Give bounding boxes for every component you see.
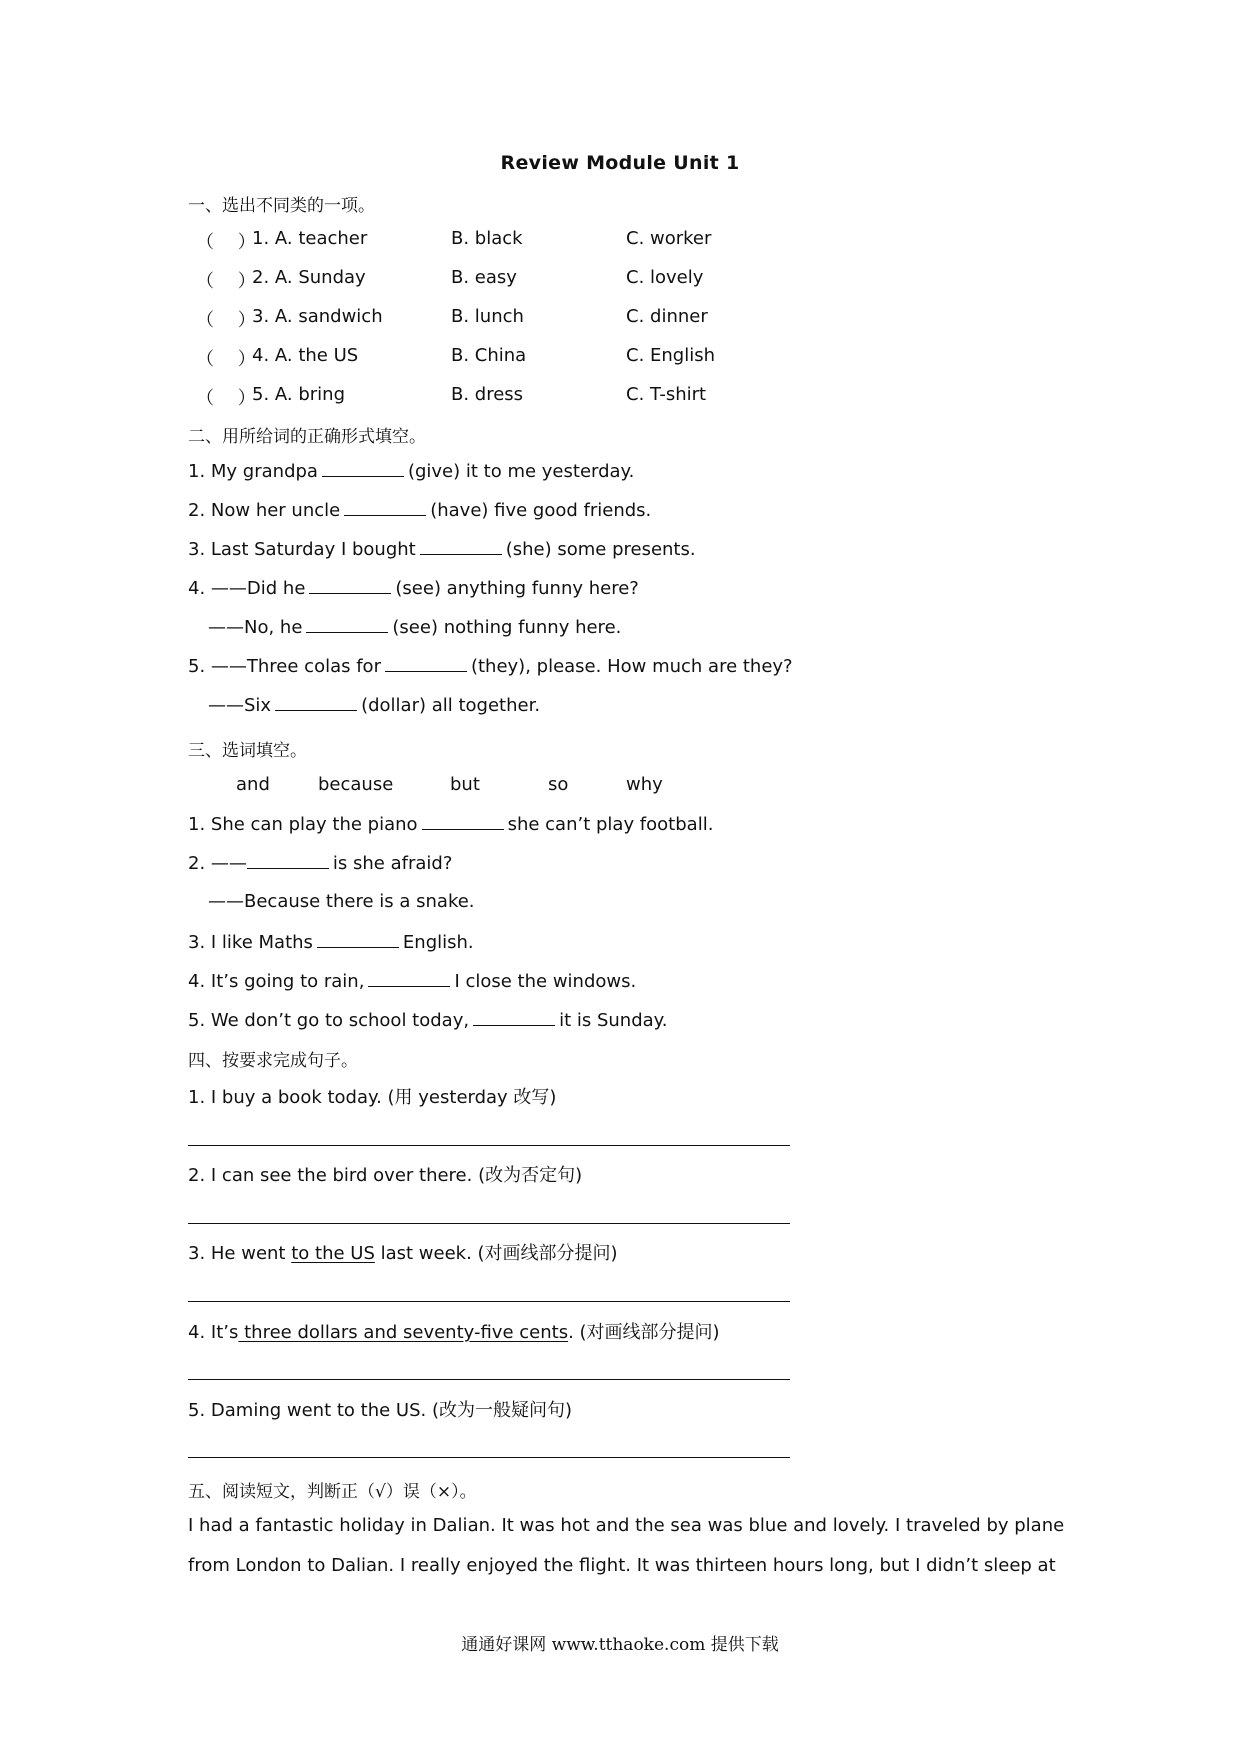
- section1-heading: 一、选出不同类的一项。: [188, 196, 375, 216]
- option-c: C. T-shirt: [626, 384, 707, 405]
- option-a: 4. A. the US: [252, 345, 359, 366]
- option-c: C. English: [626, 345, 716, 366]
- answer-paren[interactable]: （ ）: [196, 232, 256, 253]
- fill-sentence: 5. We don’t go to school today, it is Sunday.: [188, 1010, 668, 1031]
- option-a: 1. A. teacher: [252, 228, 368, 249]
- fill-sentence: 4. It’s going to rain, I close the windows.: [188, 971, 637, 992]
- section5-heading: 五、阅读短文，判断正（√）误（×）。: [188, 1482, 477, 1502]
- rewrite-question: 1. I buy a book today. (用 yesterday 改写): [188, 1087, 557, 1108]
- reading-passage-line: from London to Dalian. I really enjoyed the flight. It was thirteen hours long, but I didn’t sleep at: [188, 1555, 1056, 1576]
- answer-line[interactable]: [188, 1457, 790, 1458]
- fill-blank[interactable]: [317, 931, 399, 948]
- mc-item: [196, 228, 796, 253]
- fill-sentence: 2. Now her uncle (have) five good friends.: [188, 500, 652, 521]
- word-bank-item: why: [626, 774, 663, 795]
- option-a: 5. A. bring: [252, 384, 345, 405]
- option-c: C. lovely: [626, 267, 704, 288]
- section3-heading: 三、选词填空。: [188, 741, 307, 761]
- word-bank-item: because: [318, 774, 394, 795]
- fill-blank[interactable]: [368, 970, 450, 987]
- section4-heading: 四、按要求完成句子。: [188, 1051, 358, 1071]
- option-b: B. black: [451, 228, 523, 249]
- rewrite-question: 5. Daming went to the US. (改为一般疑问句): [188, 1400, 573, 1421]
- fill-blank[interactable]: [420, 538, 502, 555]
- fill-sentence: 5. ——Three colas for (they), please. How much are they?: [188, 656, 793, 677]
- fill-sentence: 3. Last Saturday I bought (she) some presents.: [188, 539, 696, 560]
- answer-line[interactable]: [188, 1223, 790, 1224]
- fill-sentence: 1. My grandpa (give) it to me yesterday.: [188, 461, 635, 482]
- fill-blank[interactable]: [247, 852, 329, 869]
- word-bank-item: and: [236, 774, 270, 795]
- option-a: 2. A. Sunday: [252, 267, 366, 288]
- fill-sentence: 3. I like Maths English.: [188, 932, 474, 953]
- answer-paren[interactable]: （ ）: [196, 271, 256, 292]
- option-c: C. dinner: [626, 306, 708, 327]
- word-bank: [236, 774, 736, 796]
- mc-item: [196, 345, 796, 370]
- reading-passage-line: I had a fantastic holiday in Dalian. It was hot and the sea was blue and lovely. I traveled by plane: [188, 1515, 1065, 1536]
- mc-item: [196, 384, 796, 409]
- fill-sentence: 4. ——Did he (see) anything funny here?: [188, 578, 639, 599]
- mc-item: [196, 306, 796, 331]
- option-b: B. lunch: [451, 306, 524, 327]
- rewrite-question: 2. I can see the bird over there. (改为否定句): [188, 1165, 583, 1186]
- fill-blank[interactable]: [322, 460, 404, 477]
- section2-heading: 二、用所给词的正确形式填空。: [188, 427, 426, 447]
- fill-blank[interactable]: [344, 499, 426, 516]
- page-title: Review Module Unit 1: [500, 152, 740, 174]
- answer-paren[interactable]: （ ）: [196, 310, 256, 331]
- underlined-part: to the US: [291, 1243, 375, 1264]
- rewrite-question: 3. He went to the US last week. (对画线部分提问): [188, 1243, 618, 1264]
- page-footer: 通通好课网 www.tthaoke.com 提供下载: [461, 1635, 779, 1655]
- fill-blank[interactable]: [309, 577, 391, 594]
- word-bank-item: so: [548, 774, 569, 795]
- answer-line[interactable]: [188, 1379, 790, 1380]
- word-bank-item: but: [450, 774, 480, 795]
- fill-blank[interactable]: [306, 616, 388, 633]
- fill-blank[interactable]: [275, 694, 357, 711]
- fill-blank[interactable]: [473, 1009, 555, 1026]
- option-b: B. China: [451, 345, 527, 366]
- option-b: B. easy: [451, 267, 517, 288]
- mc-item: [196, 267, 796, 292]
- rewrite-question: 4. It’s three dollars and seventy-five cents. (对画线部分提问): [188, 1322, 720, 1343]
- answer-line[interactable]: [188, 1145, 790, 1146]
- answer-paren[interactable]: （ ）: [196, 349, 256, 370]
- fill-sentence: ——Six (dollar) all together.: [208, 695, 541, 716]
- answer-paren[interactable]: （ ）: [196, 388, 256, 409]
- fill-blank[interactable]: [422, 813, 504, 830]
- underlined-part: three dollars and seventy-five cents: [238, 1322, 569, 1343]
- option-b: B. dress: [451, 384, 524, 405]
- fill-blank[interactable]: [385, 655, 467, 672]
- option-a: 3. A. sandwich: [252, 306, 383, 327]
- fill-sentence: 1. She can play the piano she can’t play football.: [188, 814, 714, 835]
- fill-sentence: ——No, he (see) nothing funny here.: [208, 617, 622, 638]
- fill-sentence: ——Because there is a snake.: [208, 891, 475, 912]
- fill-sentence: 2. —— is she afraid?: [188, 853, 453, 874]
- option-c: C. worker: [626, 228, 712, 249]
- answer-line[interactable]: [188, 1301, 790, 1302]
